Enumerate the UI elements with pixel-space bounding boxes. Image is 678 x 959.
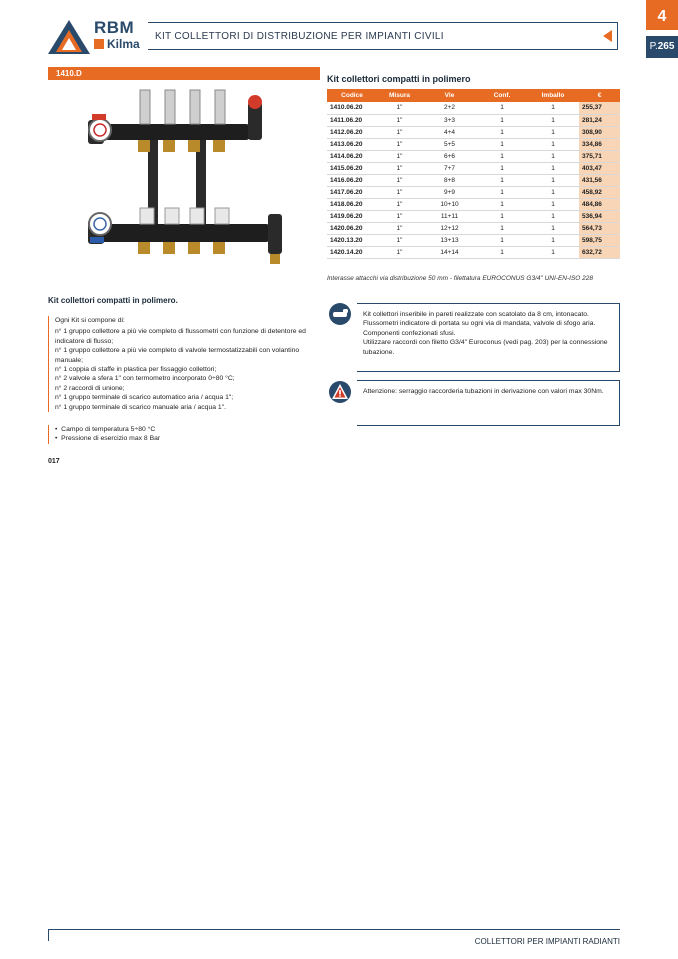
header-arrow-icon [603, 30, 612, 42]
logo-rbm-text: RBM [94, 18, 135, 37]
cell-ways: 9+9 [422, 186, 477, 198]
table-row [327, 174, 620, 186]
warning-box [357, 380, 620, 426]
table-row [327, 234, 620, 246]
cell-size: 1" [377, 126, 422, 138]
spec-bullet-text: Campo di temperatura 5÷80 °C [61, 426, 156, 433]
footer-divider [48, 929, 620, 930]
description-item: n° 2 valvole a sfera 1" con termometro incorporato 0÷80 °C; [55, 375, 235, 383]
cell-conf: 1 [477, 150, 527, 162]
table-note: Interasse attacchi via distribuzione 50 mm - filettatura EUROCONUS G3/4" UNI-EN-ISO 228 [327, 275, 594, 282]
description-item: n° 1 gruppo terminale di scarico automatico aria / acqua 1"; [55, 394, 234, 402]
cell-code: 1420.06.20 [327, 222, 377, 234]
page-title: KIT COLLETTORI DI DISTRIBUZIONE PER IMPIANTI CIVILI [155, 31, 444, 42]
page-code: 017 [48, 458, 60, 465]
cell-conf: 1 [477, 186, 527, 198]
col-header-vie: Vie [422, 89, 477, 102]
cell-ways: 7+7 [422, 162, 477, 174]
cell-size: 1" [377, 114, 422, 126]
col-header-codice: Codice [327, 89, 377, 102]
cell-price: 308,90 [579, 126, 620, 138]
cell-price: 536,94 [579, 210, 620, 222]
cell-code: 1411.06.20 [327, 114, 377, 126]
cell-price: 598,75 [579, 234, 620, 246]
cell-code: 1413.06.20 [327, 138, 377, 150]
description-item: n° 2 raccordi di unione; [55, 384, 125, 392]
table-row [327, 114, 620, 126]
cell-code: 1412.06.20 [327, 126, 377, 138]
cell-conf: 1 [477, 126, 527, 138]
cell-ways: 3+3 [422, 114, 477, 126]
cell-size: 1" [377, 210, 422, 222]
col-header-price: € [579, 89, 620, 102]
table-row [327, 102, 620, 114]
brand-logo [48, 18, 148, 56]
table-row [327, 186, 620, 198]
cell-ways: 13+13 [422, 234, 477, 246]
cell-conf: 1 [477, 114, 527, 126]
cell-conf: 1 [477, 222, 527, 234]
cell-size: 1" [377, 174, 422, 186]
col-header-imballo: Imballo [527, 89, 579, 102]
cell-size: 1" [377, 222, 422, 234]
col-header-misura: Misura [377, 89, 422, 102]
cell-price: 255,37 [579, 102, 620, 114]
cell-size: 1" [377, 186, 422, 198]
kilma-square-icon [94, 39, 104, 49]
cell-price: 484,86 [579, 198, 620, 210]
cell-pack: 1 [527, 126, 579, 138]
cell-size: 1" [377, 138, 422, 150]
page-number: 265 [657, 41, 675, 52]
logo-kilma [94, 37, 140, 51]
manifold-kit-icon [80, 82, 290, 282]
cell-size: 1" [377, 102, 422, 114]
cell-price: 403,47 [579, 162, 620, 174]
cell-price: 564,73 [579, 222, 620, 234]
cell-ways: 4+4 [422, 126, 477, 138]
table-row [327, 222, 620, 234]
info-box [357, 303, 620, 372]
cell-conf: 1 [477, 210, 527, 222]
description-item: n° 1 coppia di staffe in plastica per fissaggio collettori; [55, 366, 217, 374]
cell-price: 281,24 [579, 114, 620, 126]
cell-pack: 1 [527, 114, 579, 126]
description-item: n° 1 gruppo collettore a più vie completo di valvole termostatizzabili con volantino manuale; [55, 347, 300, 364]
logo-kilma-text: Kilma [107, 37, 140, 51]
price-table [327, 89, 620, 259]
cell-ways: 11+11 [422, 210, 477, 222]
cell-size: 1" [377, 150, 422, 162]
cell-conf: 1 [477, 138, 527, 150]
cell-pack: 1 [527, 162, 579, 174]
cell-pack: 1 [527, 198, 579, 210]
cell-conf: 1 [477, 234, 527, 246]
cell-conf: 1 [477, 174, 527, 186]
table-row [327, 246, 620, 258]
spec-bullet: • Pressione di esercizio max 8 Bar [55, 435, 161, 443]
cell-code: 1415.06.20 [327, 162, 377, 174]
cell-ways: 6+6 [422, 150, 477, 162]
cell-conf: 1 [477, 162, 527, 174]
cell-pack: 1 [527, 150, 579, 162]
cell-pack: 1 [527, 234, 579, 246]
cell-pack: 1 [527, 102, 579, 114]
cell-code: 1420.14.20 [327, 246, 377, 258]
cell-code: 1416.06.20 [327, 174, 377, 186]
cell-size: 1" [377, 246, 422, 258]
hand-info-icon [327, 302, 353, 326]
cell-ways: 2+2 [422, 102, 477, 114]
table-row [327, 138, 620, 150]
cell-size: 1" [377, 234, 422, 246]
cell-size: 1" [377, 162, 422, 174]
info-line: Flussometri indicatore di portata su ogni via di mandata, valvole di sfogo aria. Componenti confezionati sfusi. [363, 320, 596, 337]
cell-ways: 14+14 [422, 246, 477, 258]
cell-price: 632,72 [579, 246, 620, 258]
table-row [327, 210, 620, 222]
cell-code: 1417.06.20 [327, 186, 377, 198]
col-header-conf: Conf. [477, 89, 527, 102]
description-item: n° 1 gruppo terminale di scarico manuale aria / acqua 1". [55, 403, 226, 411]
table-row [327, 150, 620, 162]
cell-pack: 1 [527, 186, 579, 198]
cell-conf: 1 [477, 102, 527, 114]
warning-text: Attenzione: serraggio raccorderia tubazioni in derivazione con valori max 30Nm. [363, 388, 604, 395]
cell-code: 1420.13.20 [327, 234, 377, 246]
cell-pack: 1 [527, 138, 579, 150]
spec-bullet-text: Pressione di esercizio max 8 Bar [61, 435, 161, 443]
cell-price: 458,92 [579, 186, 620, 198]
cell-conf: 1 [477, 246, 527, 258]
cell-code: 1418.06.20 [327, 198, 377, 210]
cell-code: 1419.06.20 [327, 210, 377, 222]
cell-pack: 1 [527, 246, 579, 258]
cell-price: 431,56 [579, 174, 620, 186]
cell-price: 334,86 [579, 138, 620, 150]
cell-ways: 5+5 [422, 138, 477, 150]
table-header-row [327, 89, 620, 102]
cell-ways: 12+12 [422, 222, 477, 234]
product-code-badge: 1410.D [48, 67, 320, 80]
cell-pack: 1 [527, 222, 579, 234]
chapter-tab: 4 [646, 0, 678, 30]
spec-bullets [48, 425, 160, 444]
description-item: n° 1 gruppo collettore a più vie completo di flussometri con funzione di detentore ed indicatore di flusso; [55, 328, 306, 345]
cell-code: 1410.06.20 [327, 102, 377, 114]
cell-ways: 8+8 [422, 174, 477, 186]
spec-bullet: • Campo di temperatura 5÷80 °C [55, 426, 156, 433]
table-row [327, 126, 620, 138]
footer-tick [48, 929, 49, 941]
table-title: Kit collettori compatti in polimero [327, 74, 471, 84]
cell-price: 375,71 [579, 150, 620, 162]
info-line: Utilizzare raccordi con filetto G3/4" Euroconus (vedi pag. 203) per la connessione tubazione. [363, 339, 608, 356]
warning-icon [327, 380, 353, 404]
description-intro: Ogni Kit si compone di: [55, 317, 125, 324]
page-number-tab [646, 36, 678, 58]
cell-pack: 1 [527, 174, 579, 186]
logo-triangle-icon [48, 20, 90, 54]
cell-conf: 1 [477, 198, 527, 210]
table-row [327, 162, 620, 174]
description-title: Kit collettori compatti in polimero. [48, 296, 178, 305]
cell-ways: 10+10 [422, 198, 477, 210]
table-row [327, 198, 620, 210]
cell-pack: 1 [527, 210, 579, 222]
page-prefix: P. [649, 41, 658, 52]
cell-code: 1414.06.20 [327, 150, 377, 162]
footer-section-title: COLLETTORI PER IMPIANTI RADIANTI [474, 937, 620, 946]
description-block [48, 316, 308, 412]
info-line: Kit collettori inseribile in pareti realizzate con scatolato da 8 cm, intonacato. [363, 311, 589, 318]
cell-size: 1" [377, 198, 422, 210]
